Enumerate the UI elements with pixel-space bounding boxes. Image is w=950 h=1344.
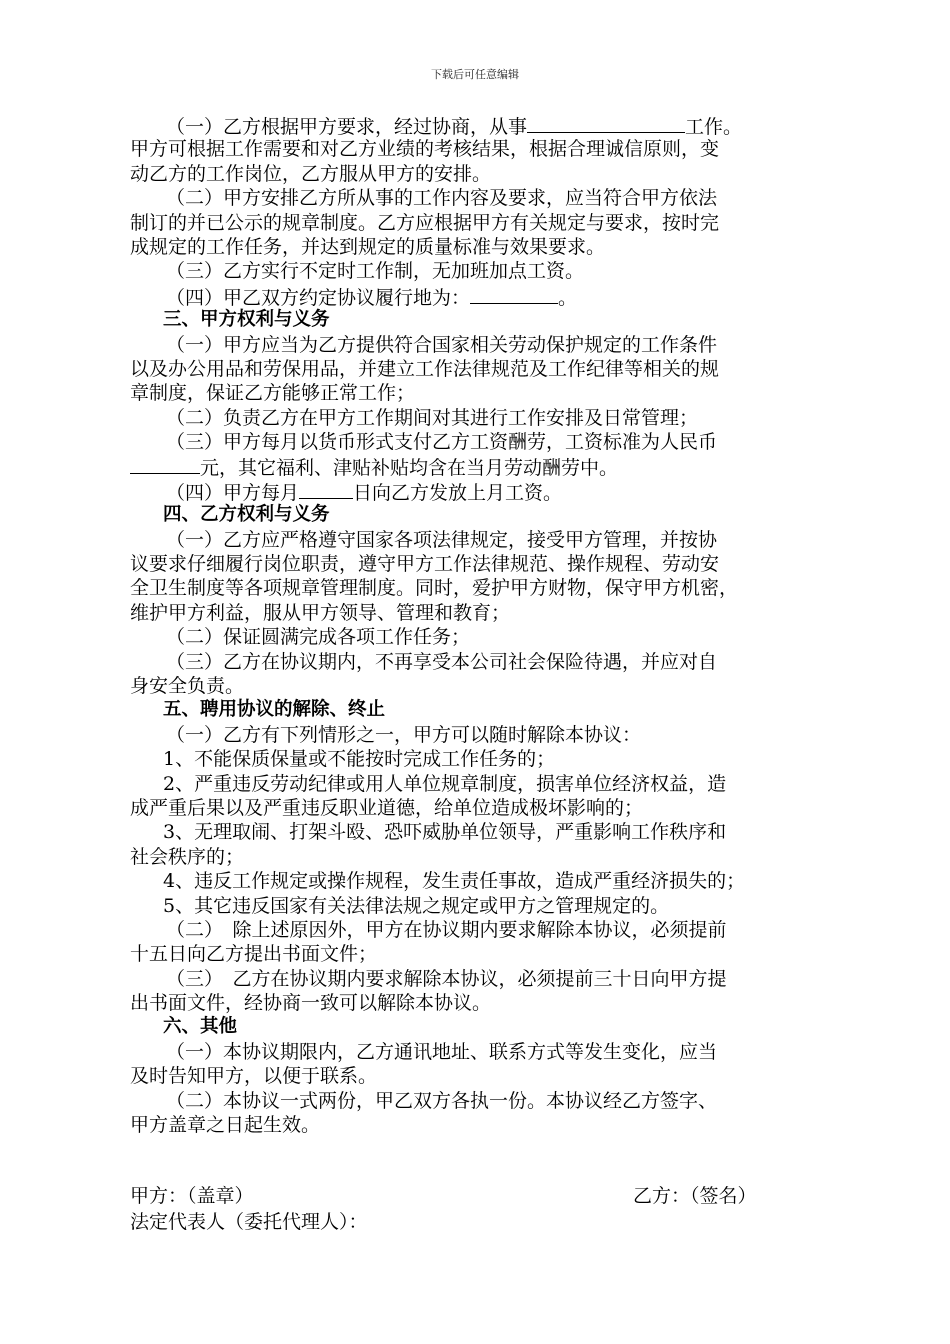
paragraph-line: （三）甲方每月以货币形式支付乙方工资酬劳，工资标准为人民币 [166, 431, 718, 454]
paragraph-line: 动乙方的工作岗位，乙方服从甲方的安排。 [130, 162, 492, 185]
signature-row [130, 1183, 830, 1209]
line-text: （四）甲乙双方约定协议履行地为： [166, 286, 471, 309]
fill-blank[interactable] [130, 454, 200, 474]
paragraph-line: 出书面文件，经协商一致可以解除本协议。 [130, 992, 492, 1015]
fill-blank[interactable] [527, 113, 685, 133]
paragraph-line: 身安全负责。 [130, 674, 245, 697]
section-heading: 三、甲方权利与义务 [163, 309, 330, 331]
paragraph-line: 甲方可根据工作需要和对乙方业绩的考核结果，根据合理诚信原则，变 [130, 138, 720, 161]
section-heading: 六、其他 [163, 1016, 238, 1038]
line-text: 日向乙方发放上月工资。 [353, 481, 563, 504]
paragraph-line: 1、不能保质保量或不能按时完成工作任务的； [163, 748, 556, 771]
paragraph-line: （二）甲方安排乙方所从事的工作内容及要求，应当符合甲方依法 [166, 187, 718, 210]
page-header: 下载后可任意编辑 [431, 68, 519, 81]
paragraph-line [130, 454, 826, 478]
paragraph-line: 成严重后果以及严重违反职业道德，给单位造成极坏影响的； [130, 796, 644, 819]
document-body [130, 113, 826, 1137]
paragraph-line: 及时告知甲方，以便于联系。 [130, 1065, 378, 1088]
line-text: 元，其它福利、津贴补贴均含在当月劳动酬劳中。 [200, 457, 619, 480]
paragraph-line: 社会秩序的； [130, 845, 245, 868]
representative-label: 法定代表人（委托代理人）： [130, 1211, 368, 1233]
paragraph-line: （三） 乙方在协议期内要求解除本协议，必须提前三十日向甲方提 [166, 967, 727, 990]
signature-block [130, 1183, 830, 1235]
fill-blank[interactable] [299, 479, 353, 499]
line-text: （四）甲方每月 [166, 481, 300, 504]
paragraph-line: （一）乙方有下列情形之一，甲方可以随时解除本协议： [166, 723, 642, 746]
paragraph-line: （一）乙方应严格遵守国家各项法律规定，接受甲方管理，并按协 [166, 528, 718, 551]
section-heading: 五、聘用协议的解除、终止 [163, 699, 386, 721]
party-a-seal-label: 甲方：（盖章） [130, 1185, 254, 1207]
paragraph-line: 维护甲方利益，服从甲方领导、管理和教育； [130, 601, 511, 624]
paragraph-line: （二）负责乙方在甲方工作期间对其进行工作安排及日常管理； [166, 406, 699, 429]
paragraph-line: 4、违反工作规定或操作规程，发生责任事故，造成严重经济损失的； [163, 870, 746, 893]
paragraph-line [130, 113, 826, 137]
paragraph-line: 章制度，保证乙方能够正常工作； [130, 382, 416, 405]
paragraph-line: 全卫生制度等各项规章管理制度。同时，爱护甲方财物，保守甲方机密， [130, 577, 739, 600]
line-text: （一）乙方根据甲方要求，经过协商，从事 [166, 116, 528, 138]
paragraph-line: 成规定的工作任务，并达到规定的质量标准与效果要求。 [130, 235, 606, 258]
paragraph-line: 5、其它违反国家有关法律法规之规定或甲方之管理规定的。 [163, 894, 670, 917]
paragraph-line [130, 479, 826, 503]
paragraph-line: （二） 除上述原因外，甲方在协议期内要求解除本协议，必须提前 [166, 918, 727, 941]
paragraph-line: 甲方盖章之日起生效。 [130, 1114, 321, 1137]
paragraph-line: 以及办公用品和劳保用品，并建立工作法律规范及工作纪律等相关的规 [130, 357, 720, 380]
fill-blank[interactable] [470, 284, 558, 304]
paragraph-line: （二）保证圆满完成各项工作任务； [166, 626, 471, 649]
paragraph-line: （三）乙方在协议期内，不再享受本公司社会保险待遇，并应对自 [166, 650, 718, 673]
section-heading: 四、乙方权利与义务 [163, 504, 330, 526]
paragraph-line: 3、无理取闹、打架斗殴、恐吓威胁单位领导，严重影响工作秩序和 [163, 821, 727, 844]
paragraph-line: 议要求仔细履行岗位职责，遵守甲方工作法律规范、操作规程、劳动安 [130, 553, 720, 576]
paragraph-line: 制订的并已公示的规章制度。乙方应根据甲方有关规定与要求，按时完 [130, 211, 720, 234]
paragraph-line: （一）甲方应当为乙方提供符合国家相关劳动保护规定的工作条件 [166, 333, 718, 356]
party-b-signature-label: 乙方：（签名） [633, 1185, 757, 1207]
paragraph-line: 2、严重违反劳动纪律或用人单位规章制度，损害单位经济权益，造 [163, 772, 727, 795]
line-text: 。 [558, 286, 578, 309]
line-text: 工作。 [685, 116, 743, 138]
paragraph-line: 十五日向乙方提出书面文件； [130, 943, 378, 966]
paragraph-line: （一）本协议期限内，乙方通讯地址、联系方式等发生变化，应当 [166, 1040, 718, 1063]
paragraph-line: （二）本协议一式两份，甲乙双方各执一份。本协议经乙方签字、 [166, 1089, 718, 1112]
paragraph-line: （三）乙方实行不定时工作制，无加班加点工资。 [166, 260, 585, 283]
paragraph-line [130, 284, 826, 308]
